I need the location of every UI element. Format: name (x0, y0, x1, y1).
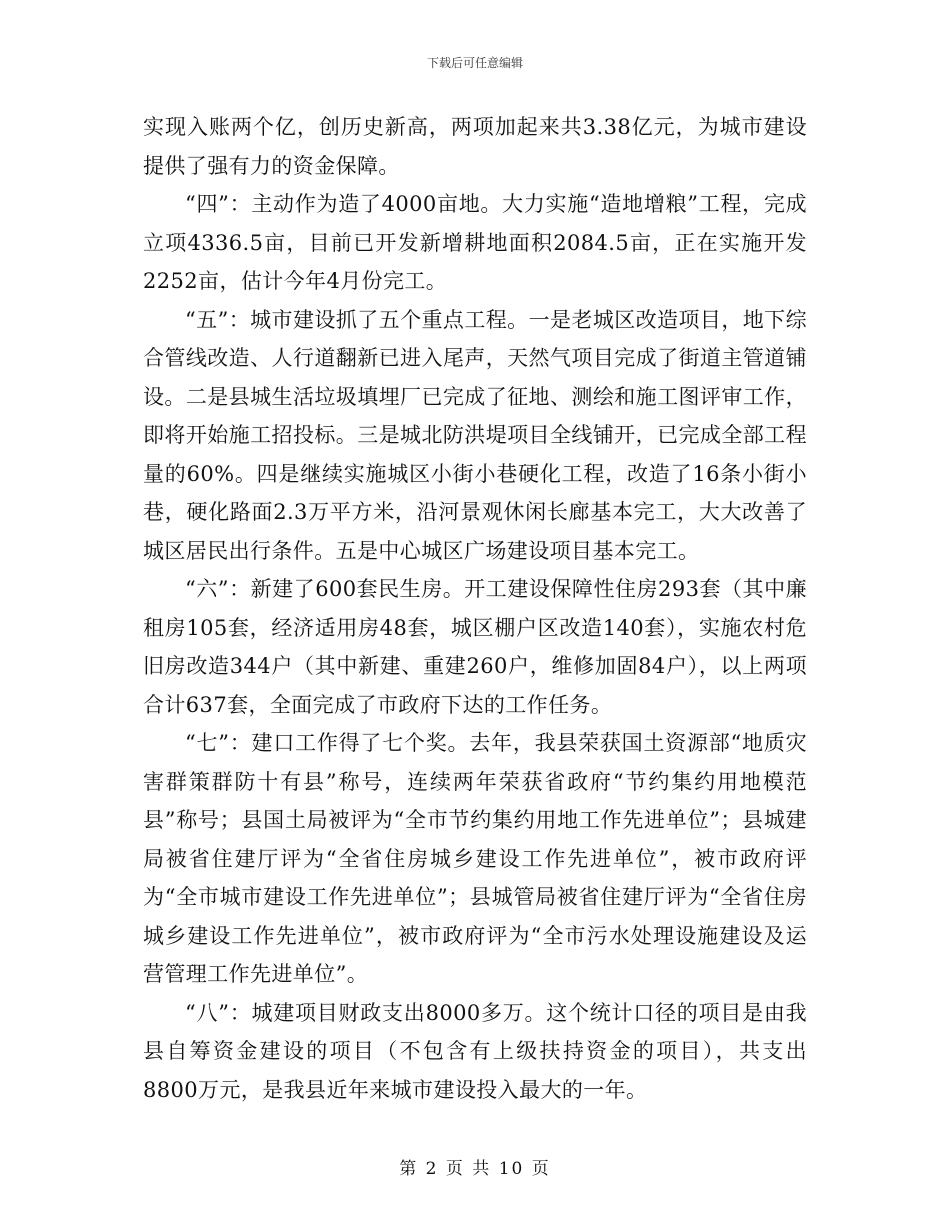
document-body (143, 108, 807, 1109)
page-header-note: 下载后可任意编辑 (426, 56, 523, 70)
paragraph-continuation: 实现入账两个亿，创历史新高，两项加起来共3.38亿元，为城市建设提供了强有力的资金保障。 (143, 115, 807, 178)
paragraph-four: “四”：主动作为造了4000亩地。大力实施“造地增粮”工程，完成立项4336.5亩，目前已开发新增耕地面积2084.5亩，正在实施开发2252亩，估计今年4月份完工。 (143, 192, 807, 293)
paragraph-six: “六”：新建了600套民生房。开工建设保障性住房293套（其中廉租房105套，经济适用房48套，城区棚户区改造140套），实施农村危旧房改造344户（其中新建、重建260户，维修加固84户），以上两项合计637套，全面完成了市政府下达的工作任务。 (143, 577, 807, 717)
paragraph-seven: “七”：建口工作得了七个奖。去年，我县荣获国土资源部“地质灾害群策群防十有县”称号，连续两年荣获省政府“节约集约用地模范县”称号；县国土局被评为“全市节约集约用地工作先进单位”；县城建局被省住建厅评为“全省住房城乡建设工作先进单位”，被市政府评为“全市城市建设工作先进单位”；县城管局被省住建厅评为“全省住房城乡建设工作先进单位”，被市政府评为“全市污水处理设施建设及运营管理工作先进单位”。 (143, 731, 807, 986)
paragraph-five: “五”：城市建设抓了五个重点工程。一是老城区改造项目，地下综合管线改造、人行道翻新已进入尾声，天然气项目完成了街道主管道铺设。二是县城生活垃圾填埋厂已完成了征地、测绘和施工图评审工作，即将开始施工招投标。三是城北防洪堤项目全线铺开，已完成全部工程量的60%。四是继续实施城区小街小巷硬化工程，改造了16条小街小巷，硬化路面2.3万平方米，沿河景观休闲长廊基本完工，大大改善了城区居民出行条件。五是中心城区广场建设项目基本完工。 (143, 307, 807, 563)
paragraph-eight: “八”：城建项目财政支出8000多万。这个统计口径的项目是由我县自筹资金建设的项目（不包含有上级扶持资金的项目），共支出8800万元，是我县近年来城市建设投入最大的一年。 (143, 1000, 807, 1102)
page-number-footer: 第 2 页 共 10 页 (399, 1159, 551, 1179)
